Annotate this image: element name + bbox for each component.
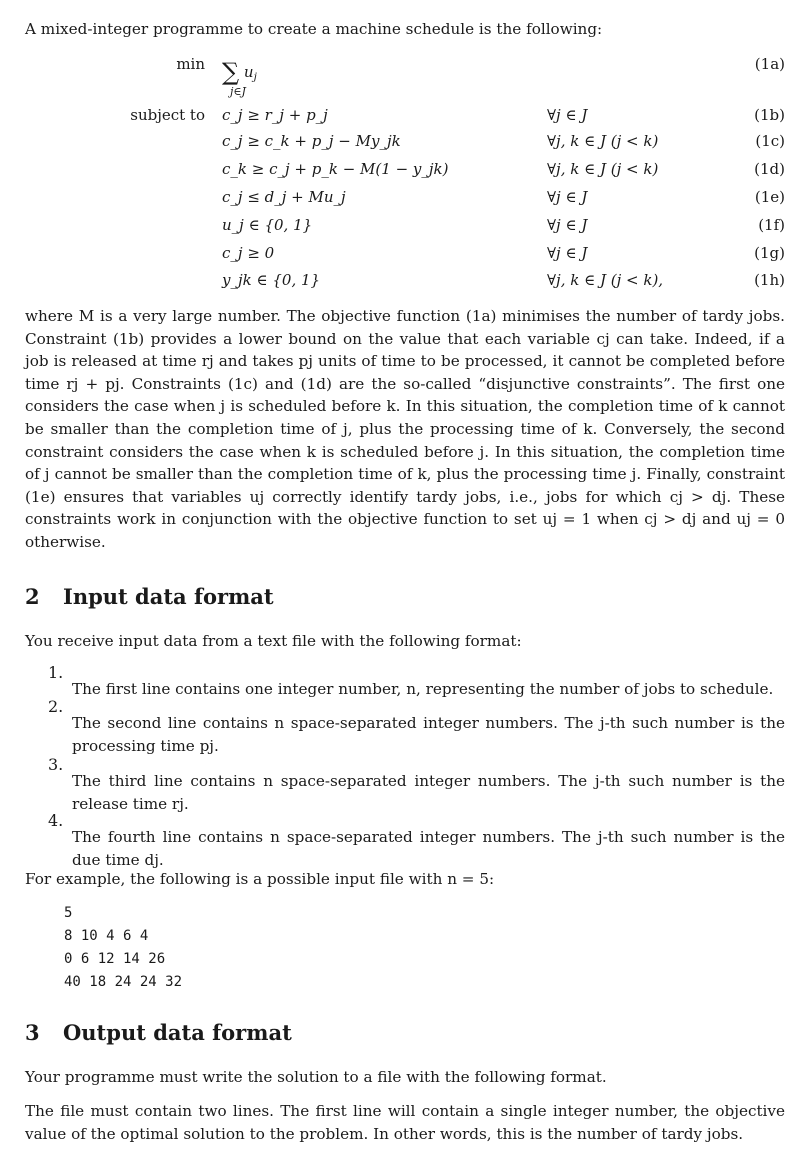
code-line: 8 10 4 6 4: [64, 928, 149, 944]
constraint-quantifier: ∀j ∈ J: [547, 106, 588, 124]
constraint-quantifier: ∀j ∈ J: [547, 188, 588, 206]
example-lead: For example, the following is a possible input file with n = 5:: [25, 870, 495, 888]
section-heading: [25, 1020, 292, 1045]
constraint-expression: c_j ≤ d_j + Mu_j: [222, 188, 346, 206]
objective-tag: (1a): [754, 55, 785, 73]
constraint-row: [25, 132, 785, 158]
constraint-expression: c_k ≥ c_j + p_k − M(1 − y_jk): [222, 160, 449, 178]
section-title: Input data format: [63, 584, 274, 609]
output-paragraph-2: The file must contain two lines. The first line will contain a single integer number, the objective value of the optimal solution to the problem. In other words, this is the number of tardy jobs.: [25, 1102, 785, 1143]
constraint-expression: u_j ∈ {0, 1}: [222, 216, 313, 234]
constraint-tag: (1f): [758, 216, 785, 234]
objective-min: min: [176, 55, 205, 73]
code-line: 40 18 24 24 32: [64, 974, 183, 990]
constraint-tag: (1b): [754, 106, 785, 124]
code-line: 5: [64, 905, 73, 921]
output-paragraph-1: Your programme must write the solution to a file with the following format.: [25, 1068, 607, 1086]
constraint-expression: c_j ≥ 0: [222, 244, 275, 262]
subject-to-label: subject to: [130, 106, 205, 124]
objective-row: [25, 55, 785, 98]
objective-u-sub: j: [253, 71, 257, 83]
constraint-quantifier: ∀j, k ∈ J (j < k),: [547, 271, 664, 289]
list-item-text: The second line contains n space-separated integer numbers. The j-th such number is the processing time pj.: [72, 714, 785, 755]
list-item-number: 4.: [48, 811, 64, 830]
constraint-quantifier: ∀j ∈ J: [547, 216, 588, 234]
objective-sum-index: j∈J: [230, 85, 246, 98]
section-number: 2: [25, 584, 40, 609]
explanation-paragraph: where M is a very large number. The objective function (1a) minimises the number of tardy jobs. Constraint (1b) provides a lower bound on the value that each variable cj can take. Indeed, if a job is released at time rj and takes pj units of time to be processed, it cannot be completed before time rj + pj. Constraints (1c) and (1d) are the so-called “disjunctive constraints”. The first one considers the case when j is scheduled before k. In this situation, the completion time of k cannot be smaller than the completion time of j, plus the processing time of k. Conversely, the second constraint considers the case when k is scheduled before j. In this situation, the completion time of j cannot be smaller than the completion time of k, plus the processing time j. Finally, constraint (1e) ensures that variables uj correctly identify tardy jobs, i.e., jobs for which cj > dj. These constraints work in conjunction with the objective function to set uj = 1 when cj > dj and uj = 0 otherwise.: [25, 307, 785, 551]
constraint-expression: y_jk ∈ {0, 1}: [222, 271, 321, 289]
constraint-tag: (1e): [754, 188, 785, 206]
mip-formulation: [25, 55, 785, 295]
list-item-number: 2.: [48, 697, 64, 716]
constraint-row: [25, 160, 785, 186]
constraint-expression: c_j ≥ c_k + p_j − My_jk: [222, 132, 401, 150]
constraint-quantifier: ∀j, k ∈ J (j < k): [547, 132, 659, 150]
section-heading: [25, 584, 274, 609]
section-title: Output data format: [63, 1020, 292, 1045]
objective-u: u: [243, 63, 254, 81]
constraint-tag: (1d): [754, 160, 785, 178]
list-item-number: 3.: [48, 755, 64, 774]
list-item-number: 1.: [48, 663, 64, 682]
constraint-tag: (1c): [755, 132, 785, 150]
constraint-quantifier: ∀j ∈ J: [547, 244, 588, 262]
intro-text: A mixed-integer programme to create a machine schedule is the following:: [25, 20, 603, 38]
objective-expression: [222, 55, 257, 86]
constraint-row: [25, 244, 785, 270]
section-lead: You receive input data from a text file with the following format:: [25, 632, 522, 650]
code-line: 0 6 12 14 26: [64, 951, 166, 967]
constraint-tag: (1g): [754, 244, 785, 262]
constraint-row: [25, 271, 785, 297]
list-item-text: The fourth line contains n space-separated integer numbers. The j-th such number is the due time dj.: [72, 828, 785, 869]
constraint-tag: (1h): [754, 271, 785, 289]
constraint-quantifier: ∀j, k ∈ J (j < k): [547, 160, 659, 178]
sum-symbol: ∑: [222, 58, 240, 86]
section-number: 3: [25, 1020, 40, 1045]
list-item-text: The third line contains n space-separated integer numbers. The j-th such number is the release time rj.: [72, 772, 785, 813]
constraint-expression: c_j ≥ r_j + p_j: [222, 106, 328, 124]
constraint-row: [25, 106, 785, 132]
list-item-text: The first line contains one integer number, n, representing the number of jobs to schedule.: [72, 680, 774, 699]
constraint-row: [25, 216, 785, 242]
constraint-row: [25, 188, 785, 214]
